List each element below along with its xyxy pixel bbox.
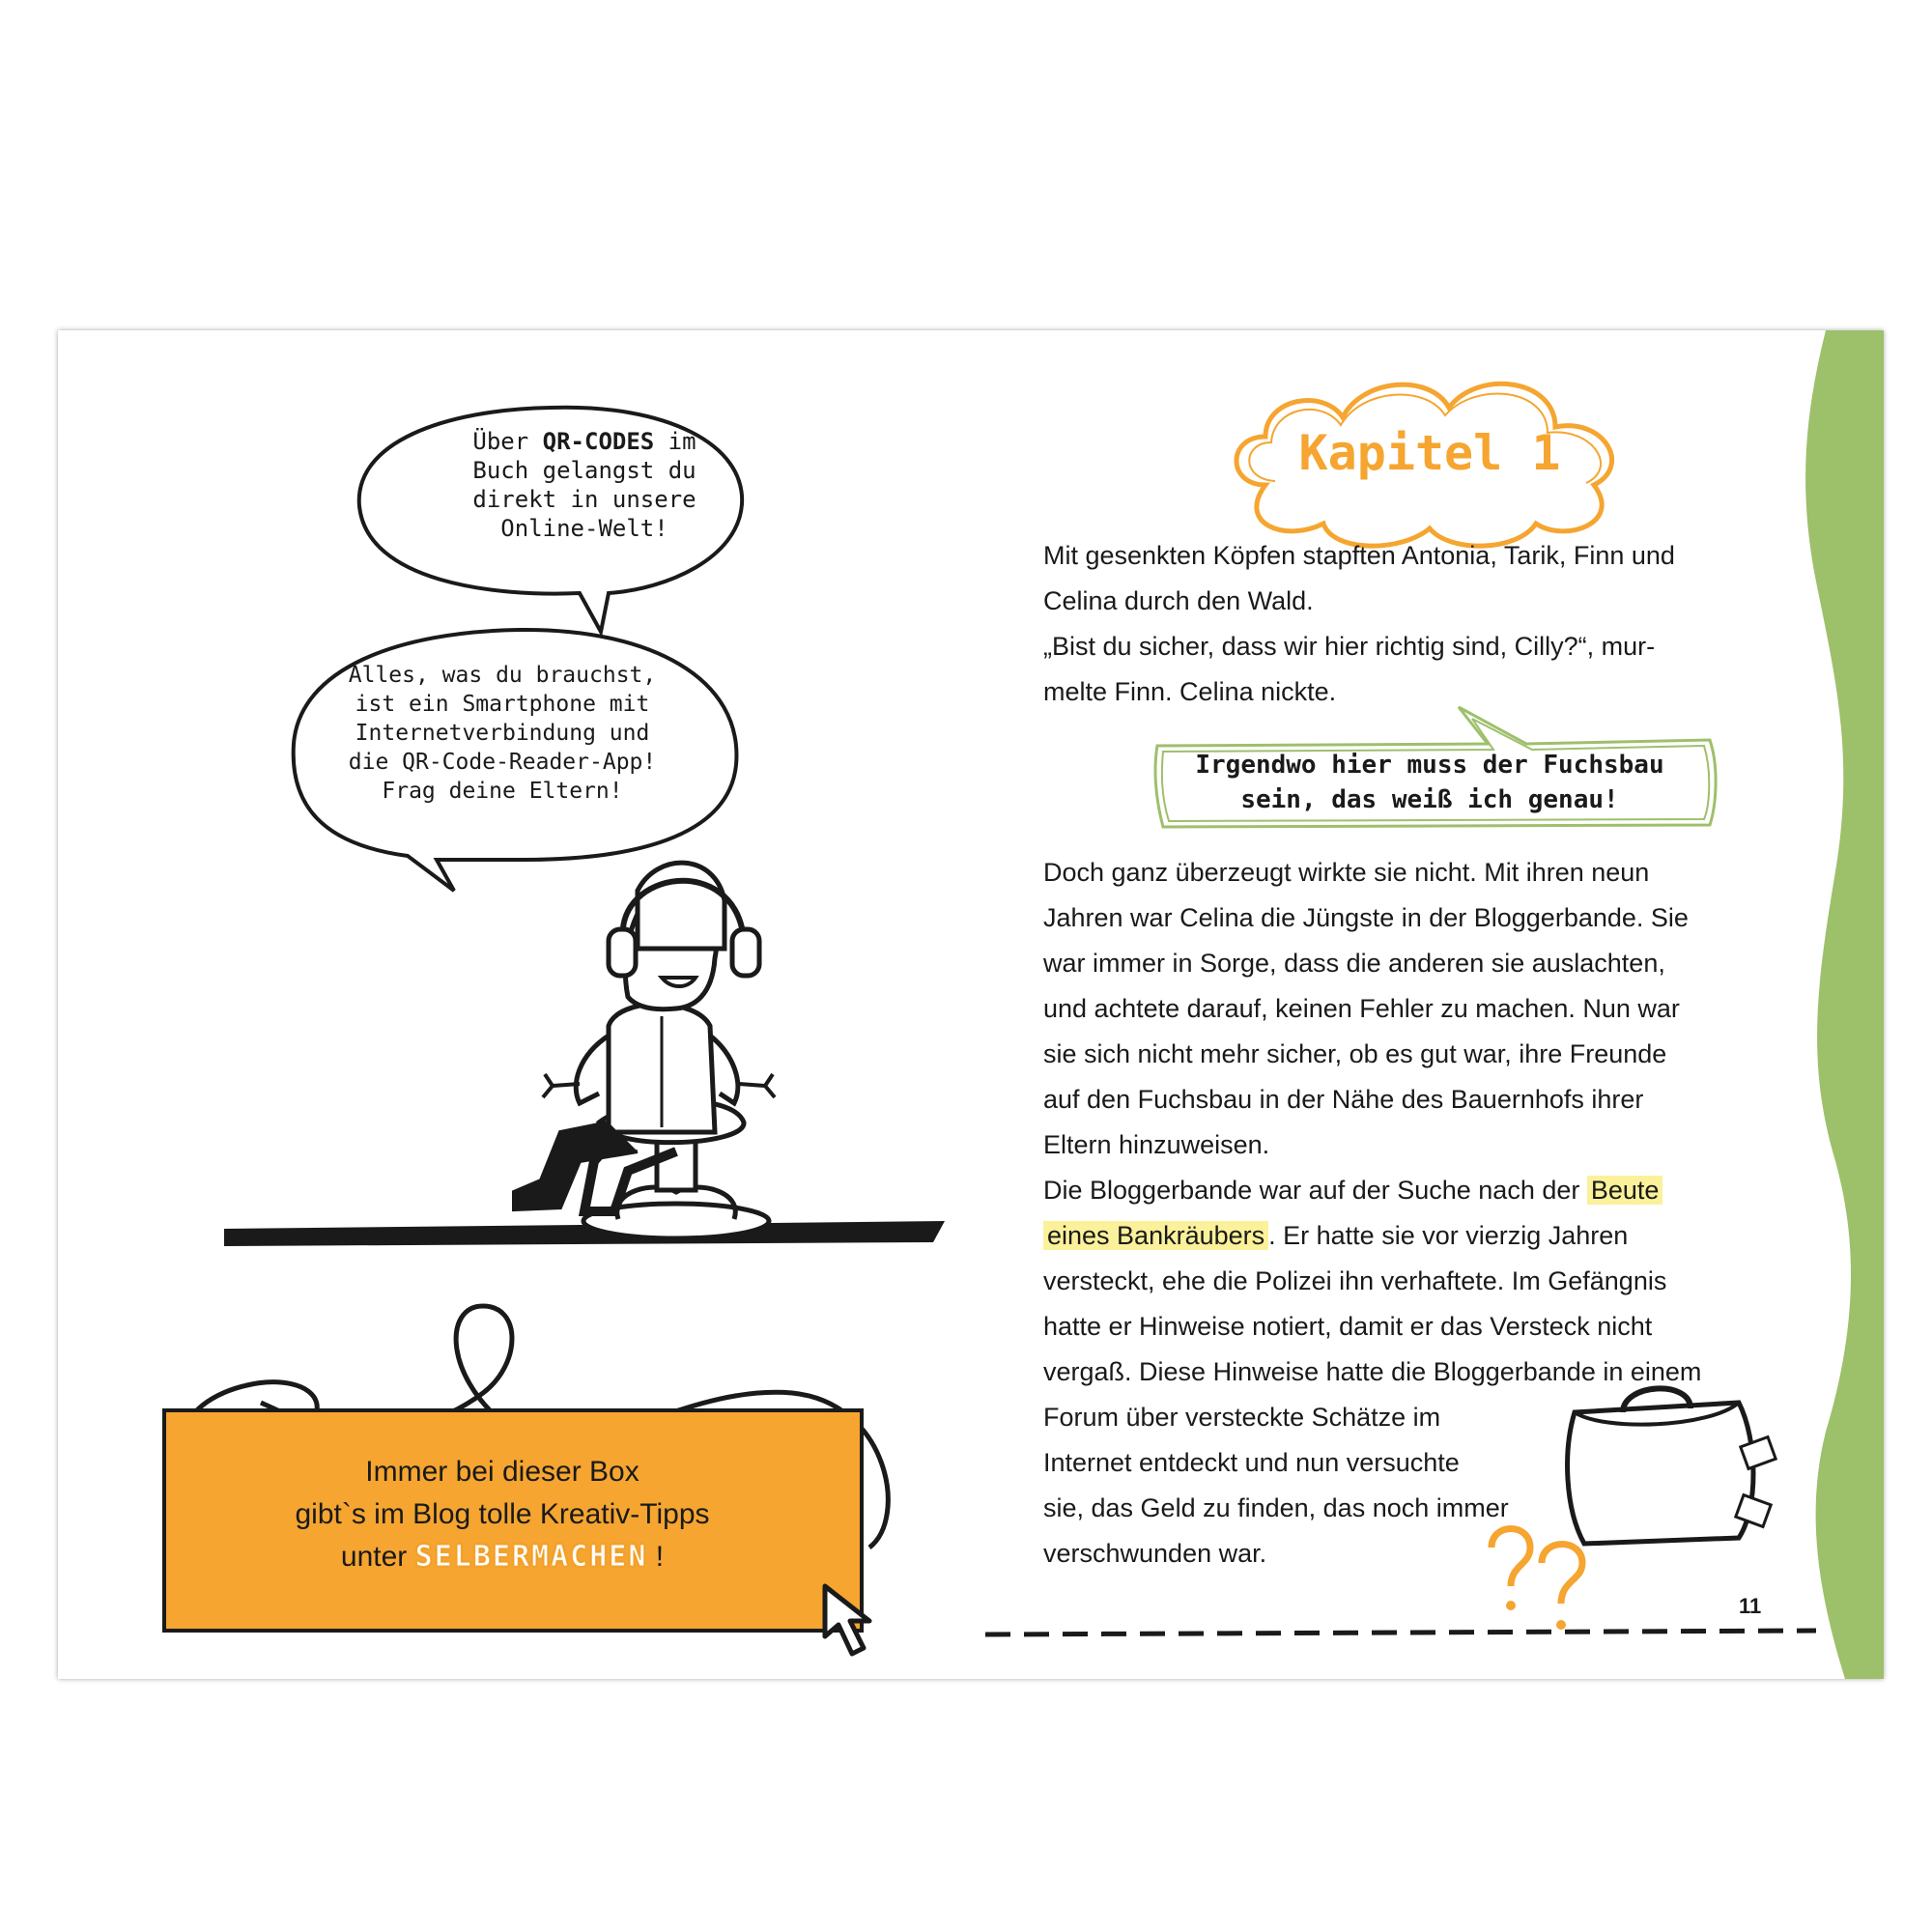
highlight-beute: Beute [1587,1176,1663,1205]
celina-quote-callout: Irgendwo hier muss der Fuchsbau sein, das weiß ich genau! [1195,751,1664,814]
bubble-qr-text: Über QR-CODES im Buch gelangst du direkt in unsere Online-Welt! [472,428,696,542]
dashed-divider [985,1625,1816,1644]
cursor-arrow-icon [821,1582,908,1669]
creative-tip-text: Immer bei dieser Box gibt`s im Blog tolle Kreativ-Tipps unter SELBERMACHEN ! [295,1456,710,1574]
page-number: 11 [1739,1594,1762,1618]
selbermachen-label: SELBERMACHEN [414,1540,648,1574]
highlight-bankraeuber: eines Bankräubers [1043,1221,1268,1250]
green-page-edge [1768,330,1884,1679]
girl-with-headphones-illustration [155,833,947,1287]
story-paragraph-2: Doch ganz überzeugt wirkte sie nicht. Mit ihren neun Jahren war Celina die Jüngste in der Bloggerbande. Sie war immer in Sorge, dass die anderen sie auslachten, und achtete darauf, keinen Fehler zu machen. Nun war sie sich nicht mehr sicher, ob es gut war, ihre Freunde auf den Fuchsbau in der Nähe des Bauernhofs ihrer Eltern hinzuweisen. Die Bloggerbande war auf der Suche nach der Beute eines Bankräubers . Er hatte sie vor vierzig Jahren versteckt, ehe die Polizei ihn verhaftete. Im Gefängnis hatte er Hinweise notiert, damit er das Versteck nicht vergaß. Diese Hinweise hatte die Bloggerbande in einem Forum über versteckte Schätze im Internet entdeckt und nun versuchte sie, das Geld zu finden, das noch immer verschwunden war. [1043,858,1702,1568]
book-spread [58,330,1884,1679]
story-paragraph-1: Mit gesenkten Köpfen stapften Antonia, Tarik, Finn und Celina durch den Wald. „Bist du sicher, dass wir hier richtig sind, Cilly?“, mur- melte Finn. Celina nickte. [1043,541,1675,706]
chapter-title: Kapitel 1 [1298,425,1561,481]
bubble-smartphone-text: Alles, was du brauchst, ist ein Smartphone mit Internetverbindung und die QR-Code-Reader-App! Frag deine Eltern! [348,663,657,804]
